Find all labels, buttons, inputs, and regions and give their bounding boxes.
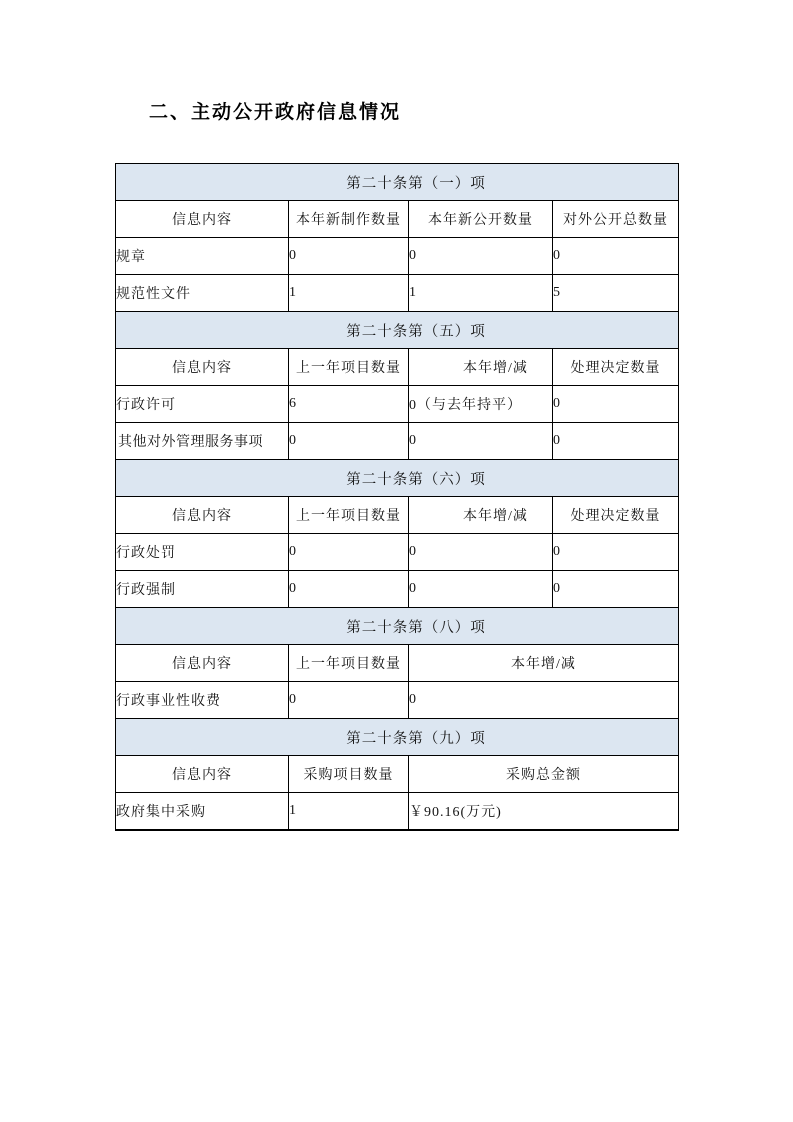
data-row (116, 386, 679, 423)
value-cell: 0 (409, 238, 553, 275)
column-header-cell: 信息内容 (116, 645, 289, 682)
value-cell: 1 (289, 275, 409, 312)
section-title-cell: 第二十条第（六）项 (116, 460, 679, 497)
value-cell: 0 (409, 534, 553, 571)
row-label-cell: 行政事业性收费 (116, 682, 289, 719)
disclosure-table-body (116, 164, 679, 831)
value-cell: 1 (409, 275, 553, 312)
column-header-row (116, 201, 679, 238)
data-row (116, 571, 679, 608)
value-cell: 0 (289, 534, 409, 571)
section-title-row (116, 164, 679, 201)
row-label-cell: 其他对外管理服务事项 (116, 423, 289, 460)
column-header-row (116, 497, 679, 534)
value-cell: 0（与去年持平） (409, 386, 553, 423)
data-row (116, 423, 679, 460)
column-header-cell: 处理决定数量 (553, 349, 679, 386)
column-header-cell: 处理决定数量 (553, 497, 679, 534)
value-cell: 0 (553, 534, 679, 571)
column-header-cell: 信息内容 (116, 756, 289, 793)
disclosure-table (115, 163, 679, 831)
value-cell: 0 (289, 571, 409, 608)
value-cell: 1 (289, 793, 409, 831)
column-header-cell: 上一年项目数量 (289, 349, 409, 386)
data-row (116, 682, 679, 719)
section-title-cell: 第二十条第（九）项 (116, 719, 679, 756)
section-title-row (116, 460, 679, 497)
value-cell: 0 (289, 238, 409, 275)
data-row (116, 238, 679, 275)
column-header-cell: 上一年项目数量 (289, 645, 409, 682)
value-cell: 6 (289, 386, 409, 423)
section-title-row (116, 608, 679, 645)
section-title-cell: 第二十条第（一）项 (116, 164, 679, 201)
data-row (116, 275, 679, 312)
value-cell: 0 (289, 423, 409, 460)
value-cell: 0 (553, 238, 679, 275)
value-cell: 0 (289, 682, 409, 719)
value-cell: 0 (553, 386, 679, 423)
value-cell: 5 (553, 275, 679, 312)
data-row (116, 793, 679, 831)
value-cell: 0 (553, 423, 679, 460)
value-cell: 0 (553, 571, 679, 608)
row-label-cell: 政府集中采购 (116, 793, 289, 831)
column-header-cell: 本年增/减 (409, 497, 553, 534)
column-header-cell: 采购项目数量 (289, 756, 409, 793)
page-title: 二、主动公开政府信息情况 (149, 102, 402, 123)
column-header-cell: 信息内容 (116, 201, 289, 238)
column-header-cell: 信息内容 (116, 497, 289, 534)
column-header-cell: 本年增/减 (409, 645, 679, 682)
value-cell: 0 (409, 682, 679, 719)
section-title-row (116, 312, 679, 349)
section-title-cell: 第二十条第（八）项 (116, 608, 679, 645)
section-title-cell: 第二十条第（五）项 (116, 312, 679, 349)
column-header-cell: 本年增/减 (409, 349, 553, 386)
row-label-cell: 行政强制 (116, 571, 289, 608)
column-header-row (116, 756, 679, 793)
column-header-cell: 对外公开总数量 (553, 201, 679, 238)
column-header-row (116, 645, 679, 682)
column-header-cell: 信息内容 (116, 349, 289, 386)
row-label-cell: 行政许可 (116, 386, 289, 423)
row-label-cell: 规范性文件 (116, 275, 289, 312)
column-header-cell: 上一年项目数量 (289, 497, 409, 534)
column-header-cell: 采购总金额 (409, 756, 679, 793)
row-label-cell: 行政处罚 (116, 534, 289, 571)
value-cell: 0 (409, 423, 553, 460)
column-header-row (116, 349, 679, 386)
data-row (116, 534, 679, 571)
section-title-row (116, 719, 679, 756)
value-cell: ￥90.16(万元) (409, 793, 679, 831)
column-header-cell: 本年新制作数量 (289, 201, 409, 238)
row-label-cell: 规章 (116, 238, 289, 275)
column-header-cell: 本年新公开数量 (409, 201, 553, 238)
value-cell: 0 (409, 571, 553, 608)
